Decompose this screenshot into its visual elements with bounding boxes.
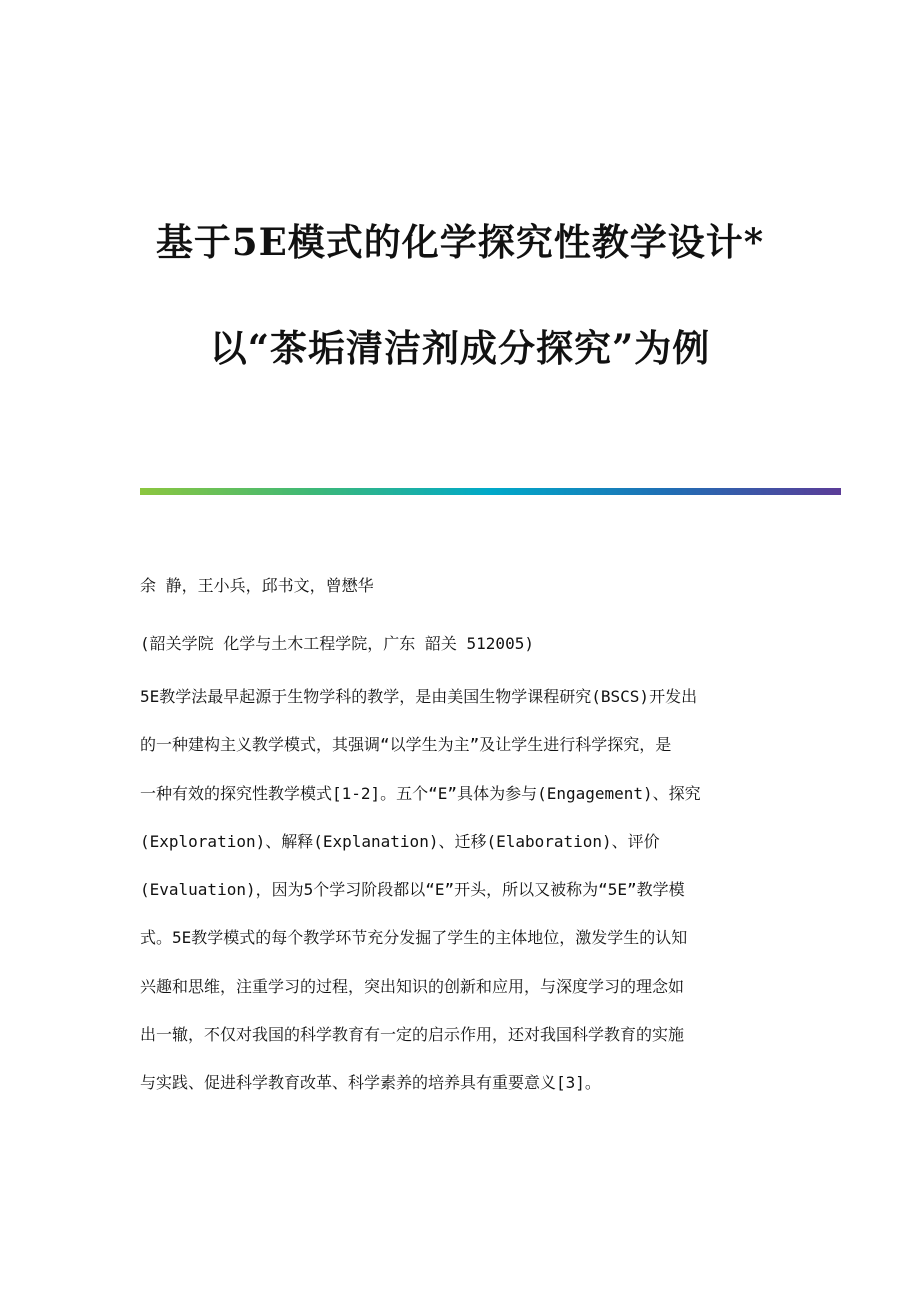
author-list: 余 静，王小兵，邱书文，曾懋华 <box>140 576 374 595</box>
abstract-line: 一种有效的探究性教学模式[1-2]。五个“E”具体为参与(Engagement)、探究 <box>140 783 701 803</box>
gradient-divider <box>140 488 841 495</box>
title-line-2: 以“茶垢清洁剂成分探究”为例 <box>209 326 711 370</box>
abstract-line: (Evaluation)，因为5个学习阶段都以“E”开头，所以又被称为“5E”教学模 <box>140 880 685 900</box>
abstract-line: 出一辙，不仅对我国的科学教育有一定的启示作用，还对我国科学教育的实施 <box>140 1025 685 1045</box>
abstract-line: 式。5E教学模式的每个教学环节充分发掘了学生的主体地位，激发学生的认知 <box>140 928 688 948</box>
abstract-paragraph <box>140 683 790 1118</box>
title-line-1: 基于5E模式的化学探究性教学设计* <box>155 220 765 264</box>
affiliation: (韶关学院 化学与土木工程学院，广东 韶关 512005) <box>140 634 534 653</box>
abstract-line: 的一种建构主义教学模式，其强调“以学生为主”及让学生进行科学探究，是 <box>140 735 672 755</box>
abstract-line: (Exploration)、解释(Explanation)、迁移(Elaboration)、评价 <box>140 831 660 851</box>
abstract-line: 与实践、促进科学教育改革、科学素养的培养具有重要意义[3]。 <box>140 1073 601 1093</box>
abstract-line: 5E教学法最早起源于生物学科的教学，是由美国生物学课程研究(BSCS)开发出 <box>140 687 698 706</box>
abstract-line: 兴趣和思维，注重学习的过程，突出知识的创新和应用，与深度学习的理念如 <box>140 976 685 996</box>
